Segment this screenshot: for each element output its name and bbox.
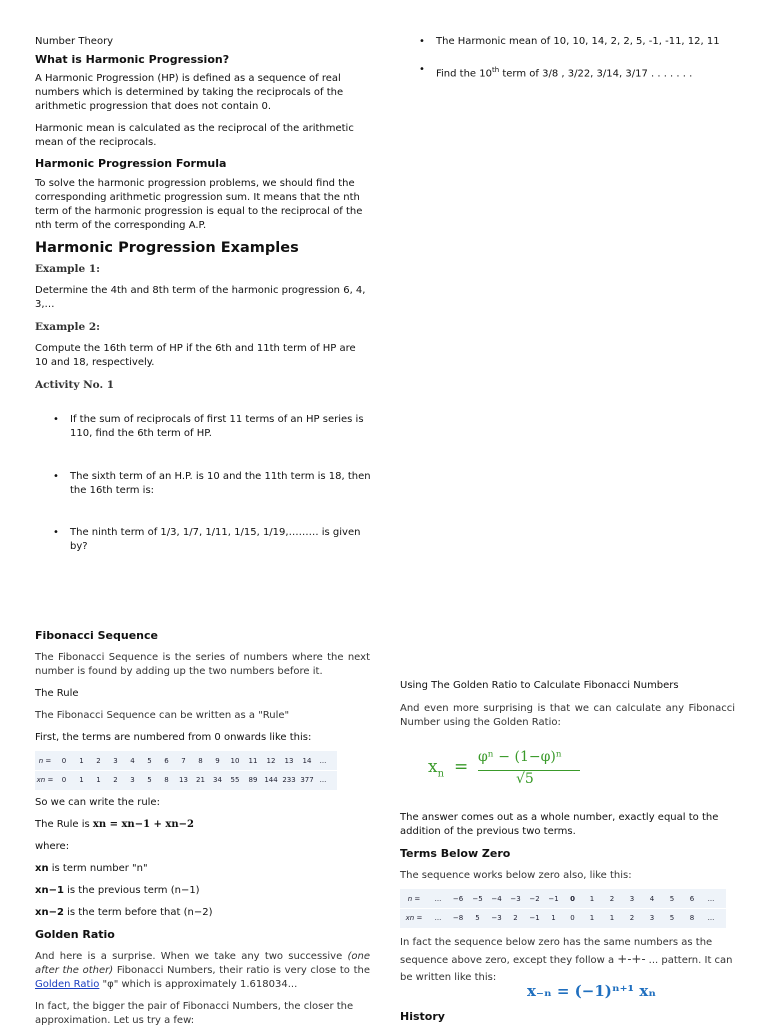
fibonacci-section — [35, 629, 370, 745]
x-cell: 1 — [79, 776, 84, 784]
fibonacci-title: Fibonacci Sequence — [35, 629, 158, 642]
n-cell: 5 — [147, 757, 152, 765]
x-cell: ... — [319, 776, 327, 784]
answer-section — [400, 811, 735, 883]
harmonic-mean-text: Harmonic mean is calculated as the reciprocal of the arithmetic mean of the reciprocals. — [35, 123, 354, 148]
where-desc: is term number "n" — [48, 863, 148, 874]
x-cell: 8 — [689, 914, 695, 922]
table-row-n — [35, 752, 337, 771]
golden-calc-title: Using The Golden Ratio to Calculate Fibonacci Numbers — [400, 680, 679, 691]
rule-statement — [35, 818, 370, 832]
where-symbol: xn−2 — [35, 907, 64, 918]
x-cell: 2 — [113, 776, 118, 784]
tenth-term-item — [418, 63, 748, 81]
formula-x: x — [428, 757, 438, 777]
answer-para: The answer comes out as a whole number, exactly equal to the addition of the previous two terms. — [400, 812, 719, 837]
right-bullets — [418, 35, 748, 81]
pattern-text-b: ... pattern. It can be written like this: — [400, 955, 733, 983]
n-cell: 7 — [181, 757, 186, 765]
fibonacci-intro: The Fibonacci Sequence is the series of numbers where the next number is found by adding up the two numbers before it. — [35, 652, 370, 677]
n-cell: −6 — [452, 895, 464, 903]
activity-item: • If the sum of reciprocals of first 11 terms of an HP series is 110, find the 6th term of HP. — [52, 413, 372, 441]
below-zero-title: Terms Below Zero — [400, 847, 511, 860]
where-symbol: xn — [35, 863, 49, 874]
n-cell: −2 — [529, 895, 540, 903]
n-label: n = — [407, 895, 421, 903]
n-cell: 14 — [302, 757, 312, 765]
x-cell: 3 — [649, 914, 655, 922]
x-cell: 55 — [230, 776, 240, 784]
n-cell: 13 — [284, 757, 294, 765]
n-cell: 3 — [629, 895, 635, 903]
formula-denominator: √5 — [516, 771, 534, 787]
n-cell: ... — [434, 895, 442, 903]
n-cell: 0 — [61, 757, 67, 765]
where-symbol: xn−1 — [35, 885, 64, 896]
pattern-para — [400, 934, 735, 986]
x-cell: 233 — [282, 776, 296, 784]
left-column — [35, 35, 370, 392]
hp-question-title: What is Harmonic Progression? — [35, 53, 230, 66]
rule-title: The Rule — [35, 688, 79, 699]
n-cell: −3 — [510, 895, 521, 903]
n-cell: ... — [319, 757, 327, 765]
x-label: xn = — [36, 776, 54, 784]
x-label: xn = — [405, 914, 423, 922]
n-cell: −5 — [472, 895, 483, 903]
x-cell: ... — [434, 914, 442, 922]
example-2-text: Compute the 16th term of HP if the 6th and 11th term of HP are 10 and 18, respectively. — [35, 343, 356, 368]
n-cell: 9 — [215, 757, 220, 765]
hp-examples-title: Harmonic Progression Examples — [35, 240, 299, 256]
where-desc: is the previous term (n−1) — [63, 885, 200, 896]
golden-text-a: And here is a surprise. When we take any two successive — [35, 951, 348, 962]
where-text: where: — [35, 841, 70, 852]
golden-text-c: "φ" which is approximately 1.618034... — [99, 979, 298, 990]
formula-numerator: φⁿ − (1−φ)ⁿ — [478, 749, 562, 765]
n-cell: 2 — [96, 757, 101, 765]
activity-title: Activity No. 1 — [35, 379, 115, 391]
tenth-pre: Find the 10 — [436, 68, 492, 80]
golden-ratio-link[interactable]: Golden Ratio — [35, 979, 100, 990]
below-zero-table — [400, 889, 726, 928]
example-1-title: Example 1: — [35, 263, 101, 275]
n-cell: 4 — [649, 895, 655, 903]
rule-intro: The Fibonacci Sequence can be written as a "Rule" — [35, 710, 290, 721]
where-desc: is the term before that (n−2) — [63, 907, 213, 918]
n-cell: 6 — [164, 757, 169, 765]
n-cell: ... — [707, 895, 715, 903]
x-cell: 5 — [147, 776, 152, 784]
pattern-symbols: +-+- — [617, 952, 646, 966]
n-cell: −1 — [548, 895, 559, 903]
n-cell: 8 — [198, 757, 203, 765]
negative-index-formula: x₋ₙ = (−1)ⁿ⁺¹ xₙ — [527, 982, 657, 1000]
golden-calc-para: And even more surprising is that we can calculate any Fibonacci Number using the Golden Ratio: — [400, 703, 735, 728]
formula-sub: n — [437, 768, 445, 780]
x-cell: 8 — [164, 776, 169, 784]
n-cell: 0 — [570, 895, 575, 903]
x-cell: 144 — [264, 776, 278, 784]
x-cell: 1 — [609, 914, 615, 922]
x-cell: 0 — [570, 914, 575, 922]
doc-label: Number Theory — [35, 36, 114, 47]
golden-text-b: Fibonacci Numbers, their ratio is very close to the — [113, 965, 370, 976]
x-cell: 89 — [248, 776, 258, 784]
x-cell: −3 — [491, 914, 502, 922]
golden-ratio-para — [35, 950, 370, 992]
numbering-intro: First, the terms are numbered from 0 onwards like this: — [35, 732, 312, 743]
harmonic-mean-item: • The Harmonic mean of 10, 10, 14, 2, 2, 5, -1, -11, 12, 11 — [418, 35, 748, 49]
n-cell: 6 — [689, 895, 695, 903]
n-cell: 2 — [609, 895, 615, 903]
n-cell: 10 — [230, 757, 240, 765]
x-cell: 3 — [130, 776, 135, 784]
x-cell: −1 — [529, 914, 540, 922]
formula-equals: = — [454, 757, 469, 777]
x-cell: 2 — [629, 914, 635, 922]
n-cell: 4 — [130, 757, 135, 765]
x-cell: 21 — [196, 776, 205, 784]
tenth-sup: th — [491, 66, 500, 74]
where-item — [35, 884, 370, 898]
rule-formula: xn = xn−1 + xn−2 — [92, 819, 194, 830]
x-cell: 1 — [589, 914, 595, 922]
golden-text-italic: (one after the other) — [35, 951, 370, 976]
history-title: History — [400, 1010, 445, 1023]
activity-item: • The sixth term of an H.P. is 10 and the 11th term is 18, then the 16th term is: — [52, 470, 372, 498]
n-cell: 1 — [589, 895, 595, 903]
where-item — [35, 862, 370, 876]
hp-formula-text: To solve the harmonic progression problems, we should find the corresponding arithmetic progression sum. It means that the nth term of the harmonic progression is equal to the reciprocal of the nth term of the corresponding A.P. — [35, 178, 363, 231]
so-rule-text: So we can write the rule: — [35, 797, 160, 808]
n-cell: 11 — [248, 757, 258, 765]
pattern-text-a: In fact the sequence below zero has the same numbers as the sequence above zero, except they follow a — [400, 937, 713, 966]
activity-list — [52, 413, 372, 554]
x-cell: 1 — [96, 776, 101, 784]
below-zero-para: The sequence works below zero also, like this: — [400, 870, 632, 881]
x-cell: 13 — [179, 776, 188, 784]
n-cell: 1 — [79, 757, 84, 765]
x-cell: 34 — [213, 776, 222, 784]
pattern-section — [400, 934, 735, 986]
golden-calc-section — [400, 679, 735, 730]
x-cell: −8 — [452, 914, 464, 922]
example-2-title: Example 2: — [35, 321, 101, 333]
x-cell: 1 — [551, 914, 556, 922]
x-cell: 0 — [61, 776, 67, 784]
table-row-x — [35, 771, 337, 789]
x-cell: 5 — [475, 914, 480, 922]
hp-formula-title: Harmonic Progression Formula — [35, 157, 227, 170]
n-cell: 12 — [266, 757, 276, 765]
x-cell: ... — [707, 914, 715, 922]
golden-formula — [428, 750, 598, 790]
x-cell: 377 — [300, 776, 314, 784]
x-cell: 2 — [513, 914, 518, 922]
rule-section — [35, 796, 370, 1028]
tenth-post: term of 3/8 , 3/22, 3/14, 3/17 . . . . . . . — [499, 68, 693, 80]
example-1-text: Determine the 4th and 8th term of the harmonic progression 6, 4, 3,… — [35, 285, 366, 310]
formula-lhs — [428, 757, 445, 781]
golden-ratio-title: Golden Ratio — [35, 928, 115, 941]
table-row-x — [400, 909, 726, 927]
activity-item: • The ninth term of 1/3, 1/7, 1/11, 1/15, 1/19,……… is given by? — [52, 526, 372, 554]
n-cell: −4 — [491, 895, 502, 903]
n-cell: 5 — [669, 895, 675, 903]
table-row-n — [400, 890, 726, 909]
where-item — [35, 906, 370, 920]
rule-prefix: The Rule is — [35, 819, 93, 830]
x-cell: 5 — [669, 914, 675, 922]
hp-definition: A Harmonic Progression (HP) is defined as a sequence of real numbers which is determined by taking the reciprocals of the arithmetic progression that does not contain 0. — [35, 73, 344, 112]
fibonacci-table — [35, 751, 337, 790]
n-label: n = — [38, 757, 52, 765]
approximation-para: In fact, the bigger the pair of Fibonacci Numbers, the closer the approximation. Let us try a few: — [35, 1001, 354, 1026]
n-cell: 3 — [113, 757, 118, 765]
